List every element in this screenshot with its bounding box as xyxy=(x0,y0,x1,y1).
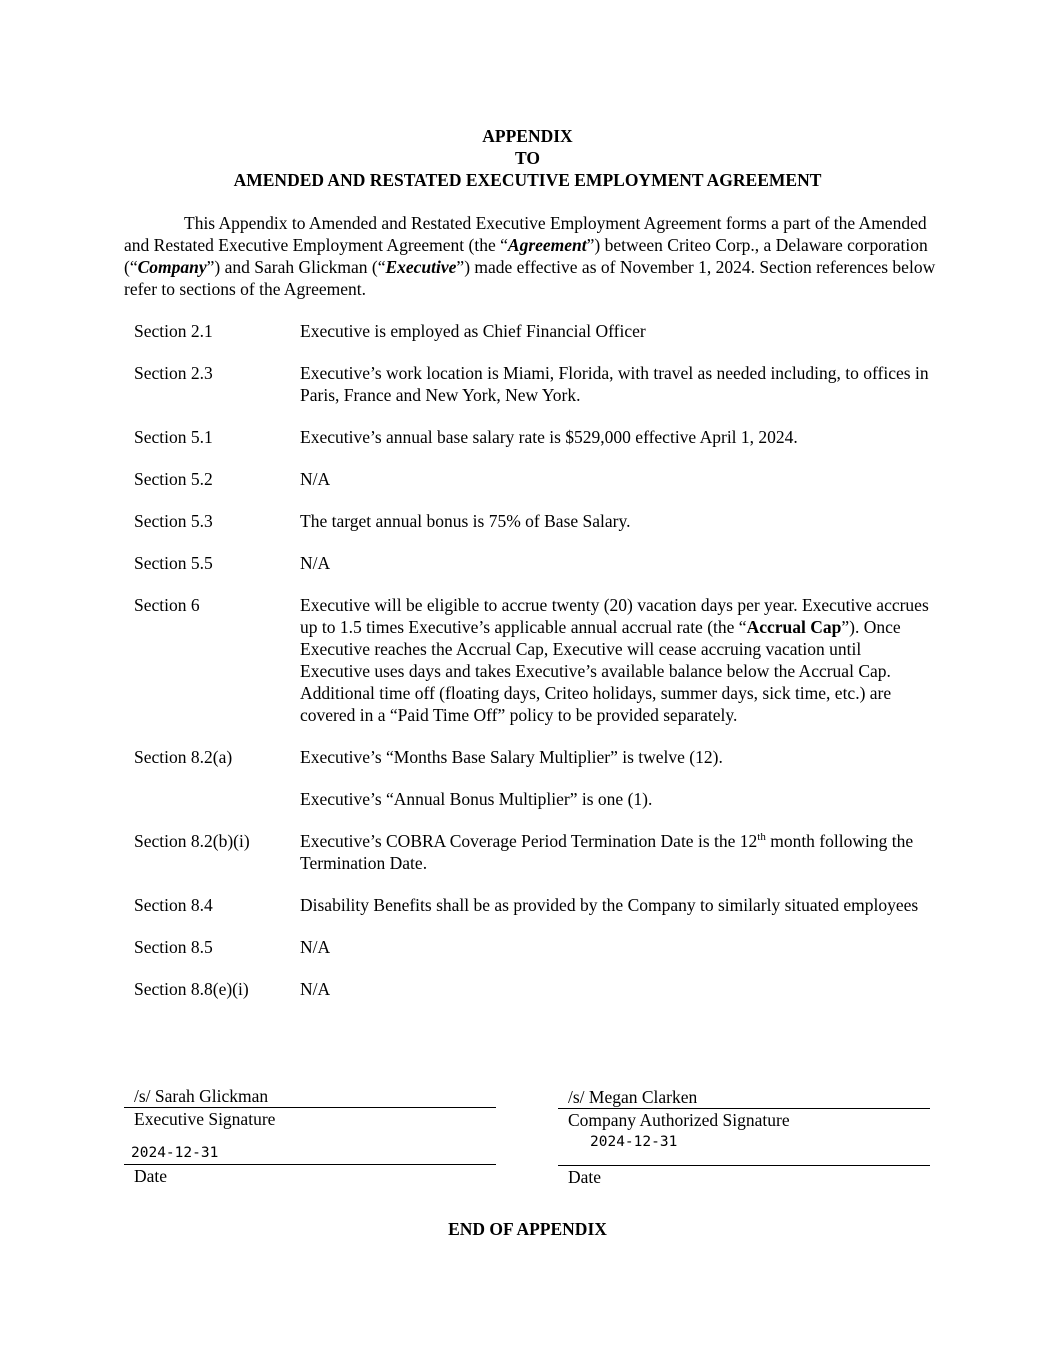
executive-date-value: 2024-12-31 xyxy=(131,1145,219,1161)
section-label: Section 8.4 xyxy=(134,895,213,915)
section-text: The target annual bonus is 75% of Base Salary. xyxy=(300,511,631,531)
section-label: Section 5.5 xyxy=(134,553,213,573)
section-row-2-1 xyxy=(134,320,934,342)
section-text: N/A xyxy=(300,553,331,573)
section-label: Section 5.3 xyxy=(134,511,213,531)
section-label: Section 5.1 xyxy=(134,427,213,447)
section-row-8-2a xyxy=(134,746,934,810)
end-of-appendix: END OF APPENDIX xyxy=(448,1219,607,1239)
section-text: Executive is employed as Chief Financial Officer xyxy=(300,321,646,341)
executive-term: Executive xyxy=(385,257,457,277)
section-text: Executive’s COBRA Coverage Period Termination Date is the 12th month following the Termination Date. xyxy=(300,831,914,873)
section-row-5-1 xyxy=(134,426,934,448)
section-text: Disability Benefits shall be as provided by the Company to similarly situated employees xyxy=(300,895,919,915)
intro-paragraph: This Appendix to Amended and Restated Executive Employment Agreement forms a part of the Amended and Restated Executive Employment Agreement (the “Agreement”) between Criteo Corp., a Delaware corporation (“Company”) and Sarah Glickman (“Executive”) made effective as of November 1, 2024. Section references below refer to sections of the Agreement. xyxy=(124,213,936,299)
section-row-8-4 xyxy=(134,894,934,916)
section-label: Section 8.2(b)(i) xyxy=(134,831,250,851)
ordinal-suffix: th xyxy=(757,831,766,844)
company-signature-caption: Company Authorized Signature xyxy=(568,1110,790,1130)
section-label: Section 6 xyxy=(134,595,200,615)
section-text: Executive’s work location is Miami, Florida, with travel as needed including, to offices in Paris, France and New York, New York. xyxy=(300,363,929,405)
executive-date-label: Date xyxy=(134,1166,168,1186)
title-line-appendix: APPENDIX xyxy=(482,126,573,146)
section-row-5-3 xyxy=(134,510,934,532)
section-row-8-8ei xyxy=(134,978,934,1000)
section-label: Section 2.3 xyxy=(134,363,213,383)
section-row-5-2 xyxy=(134,468,934,490)
bonus-multiplier-text: Executive’s “Annual Bonus Multiplier” is one (1). xyxy=(300,789,653,809)
section-row-8-5 xyxy=(134,936,934,958)
title-line-agreement: AMENDED AND RESTATED EXECUTIVE EMPLOYMENT AGREEMENT xyxy=(233,170,822,190)
section-label: Section 8.8(e)(i) xyxy=(134,979,249,999)
section-text: N/A xyxy=(300,937,331,957)
section-label: Section 8.5 xyxy=(134,937,213,957)
company-signed-name: /s/ Megan Clarken xyxy=(568,1087,698,1107)
company-date-label: Date xyxy=(568,1167,602,1187)
agreement-term: Agreement xyxy=(507,235,587,255)
section-list xyxy=(134,320,934,1020)
section-label: Section 8.2(a) xyxy=(134,747,233,767)
document-title xyxy=(0,125,1055,191)
section-row-2-3 xyxy=(134,362,934,406)
company-date-value: 2024-12-31 xyxy=(590,1134,678,1150)
executive-signature-block xyxy=(124,1085,496,1187)
company-signature-block xyxy=(558,1086,930,1188)
title-line-to: TO xyxy=(515,148,540,168)
executive-signed-name: /s/ Sarah Glickman xyxy=(134,1086,269,1106)
section-row-8-2bi xyxy=(134,830,934,874)
section-text: N/A xyxy=(300,979,331,999)
section-row-5-5 xyxy=(134,552,934,574)
salary-multiplier-text: Executive’s “Months Base Salary Multiplier” is twelve (12). xyxy=(300,747,723,767)
section-text: N/A xyxy=(300,469,331,489)
section-label: Section 5.2 xyxy=(134,469,213,489)
section-row-6 xyxy=(134,594,934,726)
section-text: Executive’s annual base salary rate is $529,000 effective April 1, 2024. xyxy=(300,427,798,447)
section-label: Section 2.1 xyxy=(134,321,213,341)
executive-signature-caption: Executive Signature xyxy=(134,1109,276,1129)
accrual-cap-term: Accrual Cap xyxy=(746,617,842,637)
section-text xyxy=(300,746,934,810)
company-term: Company xyxy=(137,257,207,277)
section-text: Executive will be eligible to accrue twenty (20) vacation days per year. Executive accrues up to 1.5 times Executive’s applicable annual accrual rate (the “Accrual Cap”). Once Executive reaches the Accrual Cap, Executive will cease accruing vacation until Executive uses days and takes Executive’s available balance below the Accrual Cap. Additional time off (floating days, Criteo holidays, summer days, sick time, etc.) are covered in a “Paid Time Off” policy to be provided separately. xyxy=(300,595,929,725)
